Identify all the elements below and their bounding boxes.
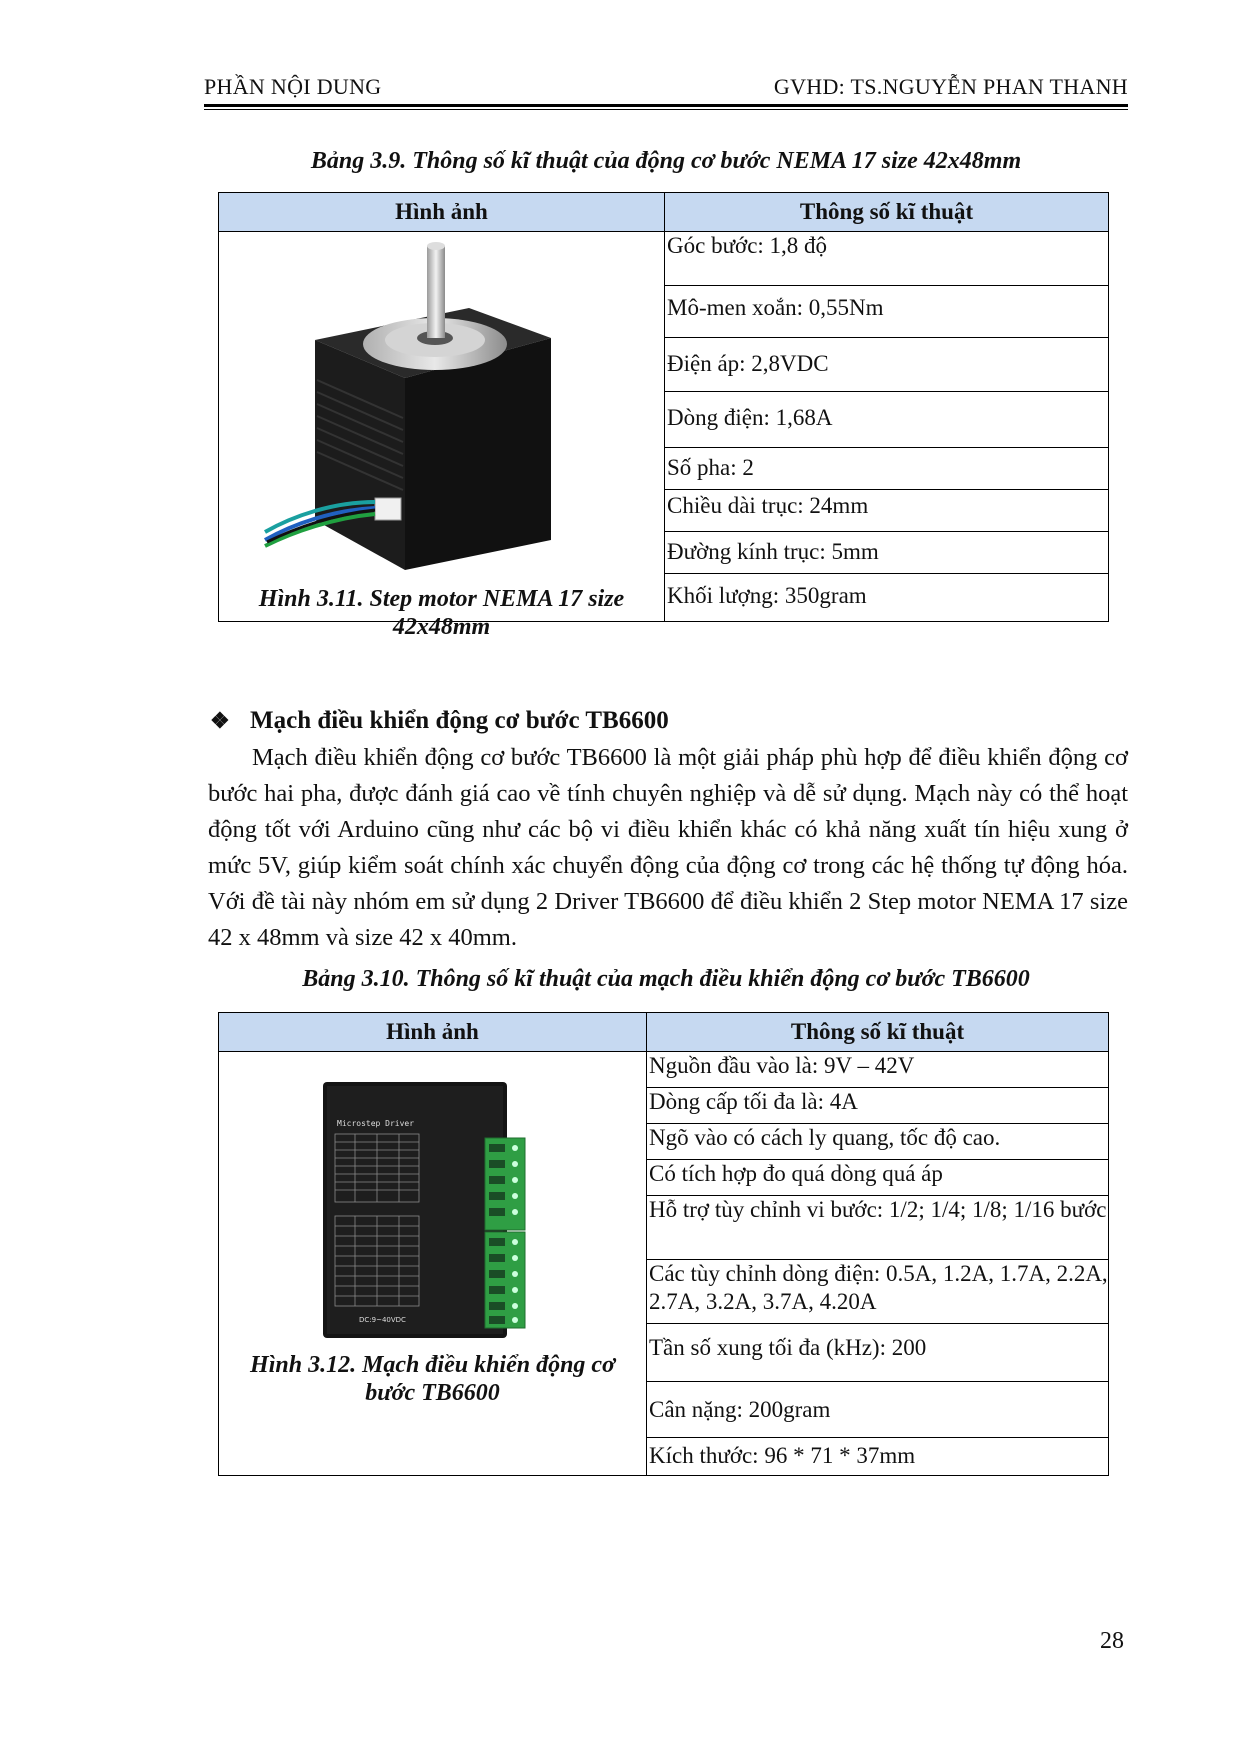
header-right: GVHD: TS.NGUYỄN PHAN THANH	[773, 74, 1128, 99]
table2-spec-row: Hỗ trợ tùy chỉnh vi bước: 1/2; 1/4; 1/8; 1/16 bước	[647, 1196, 1109, 1260]
table1-spec-row: Điện áp: 2,8VDC	[665, 338, 1109, 392]
tb6600-driver-image	[319, 1082, 569, 1342]
table2-caption: Bảng 3.10. Thông số kĩ thuật của mạch điều khiển động cơ bước TB6600	[302, 966, 1030, 992]
header-rule	[204, 104, 1128, 107]
table1-spec-row: Góc bước: 1,8 độ	[665, 232, 1109, 286]
table1-spec-row: Số pha: 2	[665, 448, 1109, 490]
table1-spec-row: Khối lượng: 350gram	[665, 574, 1109, 622]
table1	[218, 192, 1109, 640]
table2-spec-row: Nguồn đầu vào là: 9V – 42V	[647, 1052, 1109, 1088]
table1-caption: Bảng 3.9. Thông số kĩ thuật của động cơ bước NEMA 17 size 42x48mm	[310, 148, 1022, 174]
table2-spec-row: Tần số xung tối đa (kHz): 200	[647, 1324, 1109, 1382]
table2-header-spec: Thông số kĩ thuật	[647, 1013, 1109, 1052]
table1-spec-row: Đường kính trục: 5mm	[665, 532, 1109, 574]
table2-header-image: Hình ảnh	[219, 1013, 647, 1052]
section-heading-text: Mạch điều khiển động cơ bước TB6600	[250, 707, 669, 734]
driver-label: Microstep Driver	[337, 1119, 415, 1128]
table2-spec-row: Kích thước: 96 * 71 * 37mm	[647, 1438, 1109, 1476]
table1-spec-row: Chiều dài trục: 24mm	[665, 490, 1109, 532]
body-paragraph: Mạch điều khiển động cơ bước TB6600 là một giải pháp phù hợp để điều khiển động cơ bước hai pha, được đánh giá cao về tính chuyên nghiệp và dễ sử dụng. Mạch này có thể hoạt động tốt với Arduino cũng như các bộ vi điều khiển khác có khả năng xuất tín hiệu xung ở mức 5V, giúp kiểm soát chính xác chuyển động của động cơ trong các hệ thống tự động hóa. Với đề tài này nhóm em sử dụng 2 Driver TB6600 để điều khiển 2 Step motor NEMA 17 size 42 x 48mm và size 42 x 40mm.	[208, 744, 1128, 951]
page-number: 28	[1100, 1628, 1124, 1654]
section-heading	[210, 707, 669, 735]
driver-dc-label: DC:9~40VDC	[359, 1316, 406, 1324]
table2-image-cell	[219, 1052, 647, 1476]
table2-spec-row: Có tích hợp đo quá dòng quá áp	[647, 1160, 1109, 1196]
table2-spec-row: Cân nặng: 200gram	[647, 1382, 1109, 1438]
table2-spec-row: Ngõ vào có cách ly quang, tốc độ cao.	[647, 1124, 1109, 1160]
figure-3-11-caption: Hình 3.11. Step motor NEMA 17 size 42x48mm	[258, 586, 625, 640]
header-left: PHẦN NỘI DUNG	[204, 74, 382, 99]
stepper-motor-image	[263, 240, 603, 576]
header-rule-thin	[204, 109, 1128, 110]
table1-image-cell	[219, 232, 665, 640]
table1-spec-row: Dòng điện: 1,68A	[665, 392, 1109, 448]
table1-spec-row: Mô-men xoắn: 0,55Nm	[665, 286, 1109, 338]
table1-header-image: Hình ảnh	[219, 193, 665, 232]
table2-spec-row: Các tùy chỉnh dòng điện: 0.5A, 1.2A, 1.7A, 2.2A, 2.7A, 3.2A, 3.7A, 4.20A	[647, 1260, 1109, 1324]
figure-3-12-caption: Hình 3.12. Mạch điều khiển động cơ bước TB6600	[250, 1352, 615, 1406]
diamond-bullet-icon: ❖	[210, 708, 230, 733]
table2	[218, 1012, 1109, 1476]
table2-spec-row: Dòng cấp tối đa là: 4A	[647, 1088, 1109, 1124]
table1-header-spec: Thông số kĩ thuật	[665, 193, 1109, 232]
page-header	[204, 74, 1128, 100]
